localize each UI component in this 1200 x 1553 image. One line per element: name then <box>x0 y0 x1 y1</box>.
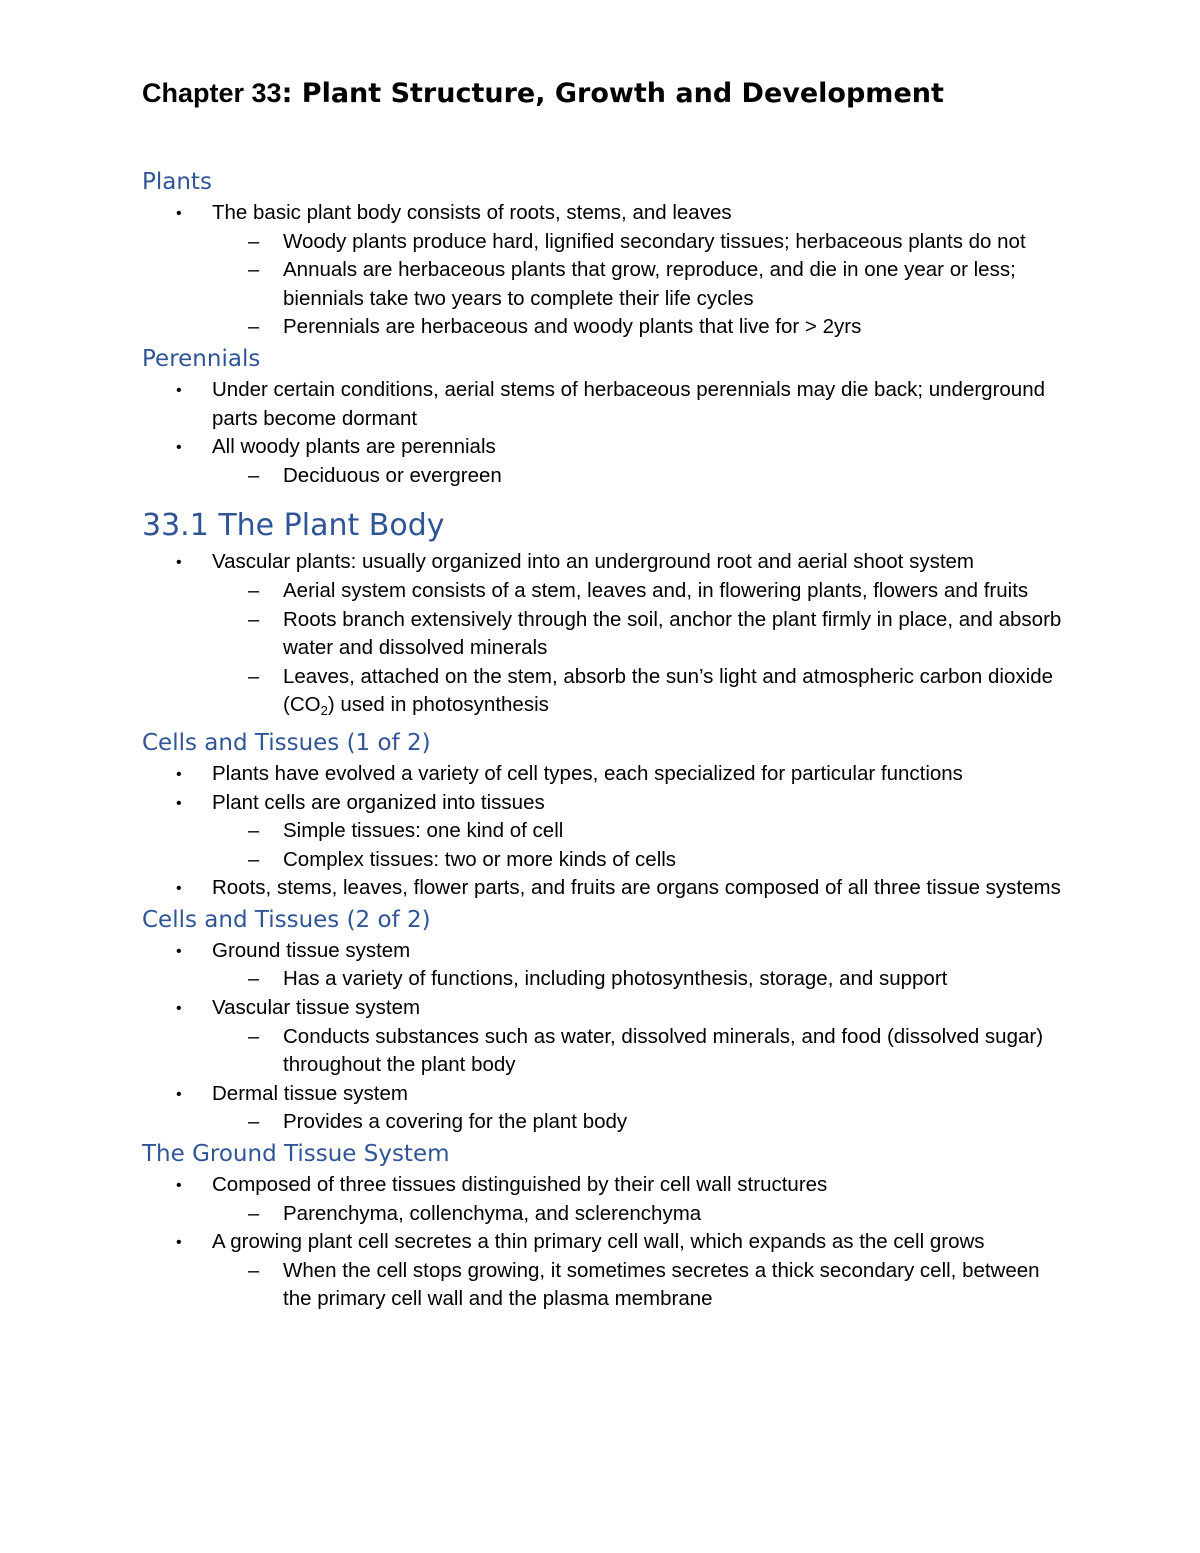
bullet-icon: • <box>176 554 182 572</box>
bullet-item <box>142 760 1062 789</box>
bullet-text: A growing plant cell secretes a thin primary cell wall, which expands as the cell grows <box>212 1230 985 1254</box>
bullet-item <box>142 376 1062 433</box>
sub-bullet-text: Annuals are herbaceous plants that grow, reproduce, and die in one year or less; biennials take two years to complete their life cycles <box>283 258 1016 310</box>
sub-bullet-item <box>212 228 1062 257</box>
dash-icon: – <box>248 1025 260 1048</box>
sub-bullet-item <box>212 606 1062 663</box>
sub-bullet-text: Aerial system consists of a stem, leaves and, in flowering plants, flowers and fruits <box>283 578 1029 602</box>
sub-bullet-text: Deciduous or evergreen <box>283 463 502 487</box>
document-content <box>142 74 1062 1314</box>
sub-bullet-item <box>212 577 1062 606</box>
dash-icon: – <box>248 464 260 487</box>
bullet-text: Vascular plants: usually organized into an underground root and aerial shoot system <box>212 550 974 574</box>
sub-bullet-text-part: Leaves, attached on the stem, absorb the sun’s light and atmospheric carbon dioxide (CO <box>283 664 1053 717</box>
sub-bullet-text-part: ) used in photosynthesis <box>327 693 549 717</box>
sub-bullet-item <box>212 846 1062 875</box>
bullet-text: Dermal tissue system <box>212 1081 408 1105</box>
bullet-text: Composed of three tissues distinguished by their cell wall structures <box>212 1173 828 1197</box>
bullet-list <box>142 548 1062 726</box>
chapter-label: Chapter 33 <box>142 78 282 108</box>
sub-bullet-text: Provides a covering for the plant body <box>283 1110 628 1134</box>
sub-bullet-item <box>212 817 1062 846</box>
bullet-item <box>142 433 1062 490</box>
sub-bullet-text: Simple tissues: one kind of cell <box>283 819 564 843</box>
dash-icon: – <box>248 820 260 843</box>
bullet-item <box>142 937 1062 994</box>
dash-icon: – <box>248 230 260 253</box>
sub-bullet-item <box>212 256 1062 313</box>
bullet-item <box>142 548 1062 726</box>
dash-icon: – <box>248 259 260 282</box>
section-heading-cells-2: Cells and Tissues (2 of 2) <box>142 906 431 933</box>
bullet-text: The basic plant body consists of roots, stems, and leaves <box>212 201 732 224</box>
chapter-separator: : <box>281 78 293 109</box>
bullet-icon: • <box>176 1000 182 1018</box>
bullet-text: Ground tissue system <box>212 938 411 962</box>
section-heading-perennials: Perennials <box>142 345 261 372</box>
section-heading-ground-tissue: The Ground Tissue System <box>142 1141 450 1168</box>
bullet-text: Plants have evolved a variety of cell types, each specialized for particular functions <box>212 761 963 785</box>
sub-bullet-text: When the cell stops growing, it sometimes secretes a thick secondary cell, between the primary cell wall and the plasma membrane <box>283 1258 1040 1311</box>
bullet-icon: • <box>176 1085 182 1103</box>
dash-icon: – <box>248 665 260 688</box>
sub-bullet-item <box>212 1023 1062 1080</box>
subscript: 2 <box>320 703 328 719</box>
sub-bullet-item <box>212 663 1062 726</box>
bullet-text: Roots, stems, leaves, flower parts, and fruits are organs composed of all three tissue systems <box>212 876 1061 900</box>
bullet-icon: • <box>176 381 182 399</box>
sub-bullet-text: Perennials are herbaceous and woody plants that live for > 2yrs <box>283 315 862 339</box>
sub-bullet-text: Woody plants produce hard, lignified secondary tissues; herbaceous plants do not <box>283 229 1026 253</box>
bullet-icon: • <box>176 205 182 222</box>
bullet-list <box>142 1171 1062 1314</box>
bullet-list <box>142 199 1062 342</box>
sub-bullet-text: Has a variety of functions, including photosynthesis, storage, and support <box>283 967 948 991</box>
sub-bullet-list <box>212 1108 1062 1137</box>
sub-bullet-list <box>212 1257 1062 1314</box>
section-heading-cells-1: Cells and Tissues (1 of 2) <box>142 729 431 756</box>
bullet-icon: • <box>176 942 182 960</box>
sub-bullet-item <box>212 1108 1062 1137</box>
sub-bullet-list <box>212 577 1062 726</box>
bullet-text: Under certain conditions, aerial stems of herbaceous perennials may die back; underground parts become dormant <box>212 377 1046 430</box>
sub-bullet-list <box>212 1200 1062 1229</box>
sub-bullet-text: Parenchyma, collenchyma, and sclerenchyma <box>283 1201 702 1225</box>
dash-icon: – <box>248 1202 260 1225</box>
bullet-list <box>142 937 1062 1137</box>
dash-icon: – <box>248 579 260 602</box>
sub-bullet-text: Conducts substances such as water, dissolved minerals, and food (dissolved sugar) throughout the plant body <box>283 1024 1044 1077</box>
bullet-item <box>142 994 1062 1080</box>
bullet-item <box>142 1080 1062 1137</box>
bullet-text: Vascular tissue system <box>212 996 421 1020</box>
dash-icon: – <box>248 1111 260 1134</box>
sub-bullet-item <box>212 462 1062 491</box>
bullet-icon: • <box>176 1177 182 1195</box>
sub-bullet-item <box>212 313 1062 342</box>
dash-icon: – <box>248 1259 260 1282</box>
bullet-text: Plant cells are organized into tissues <box>212 790 545 814</box>
dash-icon: – <box>248 848 260 871</box>
sub-bullet-list <box>212 462 1062 491</box>
bullet-icon: • <box>176 880 182 898</box>
section-heading-plants: Plants <box>142 169 212 195</box>
bullet-item <box>142 874 1062 903</box>
bullet-list <box>142 376 1062 490</box>
sub-bullet-list <box>212 228 1062 342</box>
bullet-item <box>142 789 1062 875</box>
sub-bullet-text: Complex tissues: two or more kinds of cells <box>283 847 677 871</box>
dash-icon: – <box>248 316 260 339</box>
bullet-icon: • <box>176 765 182 783</box>
sub-bullet-list <box>212 817 1062 874</box>
chapter-title <box>142 74 1062 113</box>
sub-bullet-list <box>212 965 1062 994</box>
dash-icon: – <box>248 608 260 631</box>
bullet-item <box>142 199 1062 342</box>
chapter-subtitle: Plant Structure, Growth and Development <box>292 78 944 109</box>
dash-icon: – <box>248 968 260 991</box>
sub-bullet-item <box>212 1200 1062 1229</box>
bullet-icon: • <box>176 794 182 812</box>
sub-bullet-text <box>283 663 1062 726</box>
section-heading-plant-body: 33.1 The Plant Body <box>142 508 445 544</box>
sub-bullet-item <box>212 965 1062 994</box>
sub-bullet-list <box>212 1023 1062 1080</box>
sub-bullet-text: Roots branch extensively through the soil, anchor the plant firmly in place, and absorb water and dissolved minerals <box>283 607 1062 660</box>
bullet-item <box>142 1171 1062 1228</box>
bullet-list <box>142 760 1062 903</box>
bullet-icon: • <box>176 439 182 457</box>
sub-bullet-item <box>212 1257 1062 1314</box>
bullet-item <box>142 1228 1062 1314</box>
bullet-icon: • <box>176 1234 182 1252</box>
bullet-text: All woody plants are perennials <box>212 435 496 459</box>
